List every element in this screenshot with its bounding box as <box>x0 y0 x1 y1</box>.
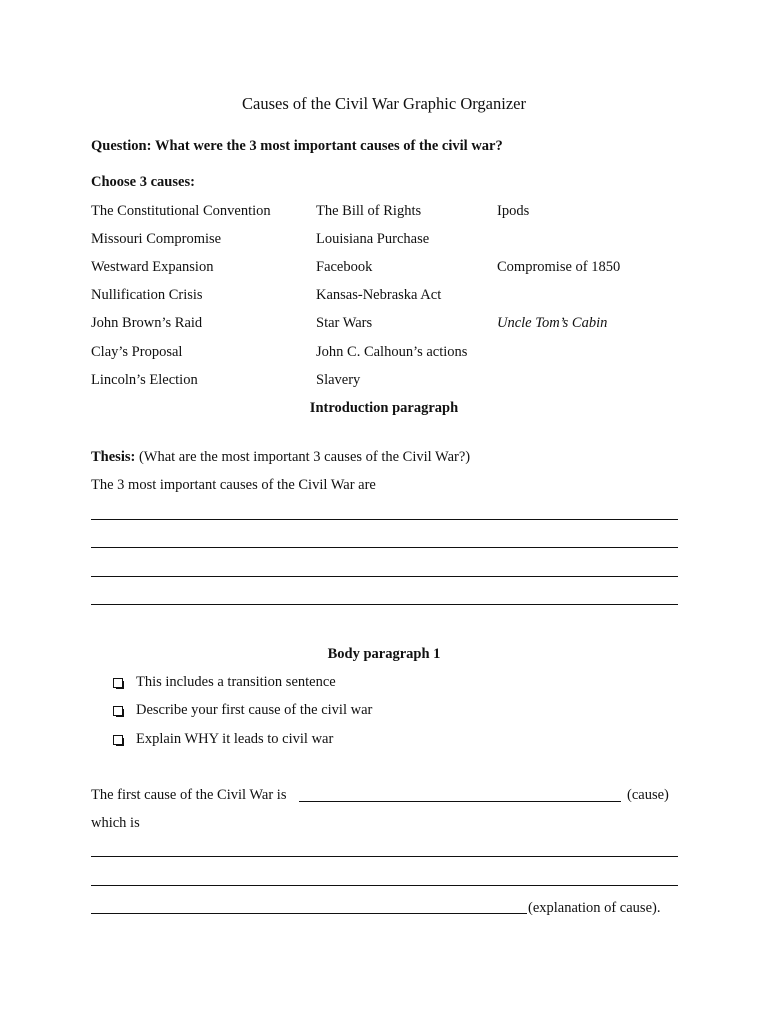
thesis-prompt: (What are the most important 3 causes of the Civil War?) <box>138 449 471 465</box>
which-is-text: which is <box>91 815 140 831</box>
checklist-item: Describe your first cause of the civil war <box>136 702 373 718</box>
cause-item: Facebook <box>316 259 373 275</box>
explanation-line[interactable] <box>91 913 527 914</box>
first-cause-sentence: The first cause of the Civil War is <box>91 787 287 803</box>
choose-label: Choose 3 causes: <box>91 174 195 190</box>
question-text: What were the 3 most important causes of the civil war? <box>155 138 503 154</box>
cause-item: Kansas-Nebraska Act <box>316 287 442 303</box>
cause-item: The Constitutional Convention <box>91 203 271 219</box>
checkbox-icon[interactable] <box>113 704 124 715</box>
explanation-line[interactable] <box>91 885 678 886</box>
cause-item: Ipods <box>497 203 530 219</box>
cause-item: John Brown’s Raid <box>91 315 203 331</box>
checklist-item: Explain WHY it leads to civil war <box>136 731 334 747</box>
cause-blank-line[interactable] <box>299 801 621 802</box>
thesis-answer-line[interactable] <box>91 547 678 548</box>
page-title: Causes of the Civil War Graphic Organizer <box>242 94 526 113</box>
thesis-answer-line[interactable] <box>91 604 678 605</box>
cause-item: Lincoln’s Election <box>91 372 198 388</box>
checkbox-icon[interactable] <box>113 733 124 744</box>
explanation-line[interactable] <box>91 856 678 857</box>
explanation-label: (explanation of cause). <box>528 900 661 916</box>
thesis-answer-line[interactable] <box>91 576 678 577</box>
cause-item: John C. Calhoun’s actions <box>316 344 468 360</box>
cause-item: Compromise of 1850 <box>497 259 621 275</box>
checkbox-icon[interactable] <box>113 676 124 687</box>
intro-heading: Introduction paragraph <box>309 400 459 416</box>
cause-item: Clay’s Proposal <box>91 344 183 360</box>
cause-item: Slavery <box>316 372 361 388</box>
cause-item: Westward Expansion <box>91 259 214 275</box>
thesis-lead: The 3 most important causes of the Civil War are <box>91 477 376 493</box>
body1-heading: Body paragraph 1 <box>327 646 441 662</box>
cause-item: Uncle Tom’s Cabin <box>497 315 608 331</box>
thesis <box>91 449 470 466</box>
cause-item: Missouri Compromise <box>91 231 222 247</box>
cause-item: The Bill of Rights <box>316 203 422 219</box>
thesis-answer-line[interactable] <box>91 519 678 520</box>
thesis-label: Thesis: <box>91 449 136 465</box>
question-label: Question: <box>91 138 152 154</box>
question <box>91 138 503 155</box>
cause-item: Star Wars <box>316 315 373 331</box>
cause-label: (cause) <box>627 787 669 803</box>
cause-item: Nullification Crisis <box>91 287 203 303</box>
cause-item: Louisiana Purchase <box>316 231 430 247</box>
checklist-item: This includes a transition sentence <box>136 674 336 690</box>
